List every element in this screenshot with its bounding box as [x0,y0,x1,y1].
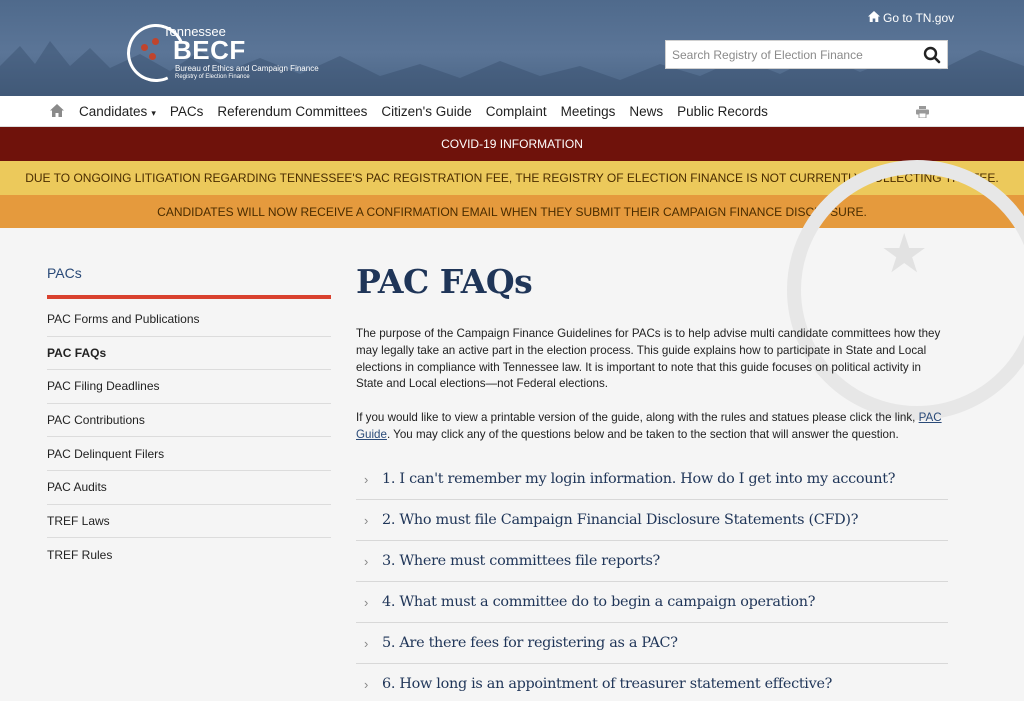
confirmation-email-banner-text: CANDIDATES WILL NOW RECEIVE A CONFIRMATION EMAIL WHEN THEY SUBMIT THEIR CAMPAIGN FINANCE DISCLOSURE. [157,204,867,219]
pac-guide-link[interactable]: PAC Guide [356,411,942,441]
faq-item-begin-campaign[interactable] [356,582,948,623]
faq-accordion [356,459,948,701]
nav-item-pacs[interactable]: PACs [169,104,204,119]
main-nav [0,96,1024,127]
sidebar-item-pac-contributions[interactable]: PAC Contributions [47,404,331,438]
go-to-tn-link[interactable] [868,11,954,25]
sidebar-item-pac-forms[interactable]: PAC Forms and Publications [47,303,331,337]
chevron-right-icon: › [364,512,369,528]
faq-question: 2. Who must file Campaign Financial Disclosure Statements (CFD)? [382,512,859,528]
nav-items [79,96,782,127]
logo-state-text: Tennessee [163,24,226,39]
sidebar-item-pac-faqs[interactable]: PAC FAQs [47,337,331,371]
sidebar-nav [47,303,331,572]
chevron-right-icon: › [364,635,369,651]
logo-subtitle: Bureau of Ethics and Campaign Finance [175,64,319,73]
sidebar-title[interactable]: PACs [47,265,82,281]
faq-question: 1. I can't remember my login information. How do I get into my account? [382,471,896,487]
nav-item-news[interactable]: News [629,104,664,119]
sidebar-item-pac-audits[interactable]: PAC Audits [47,471,331,505]
faq-item-where-file[interactable] [356,541,948,582]
guide-paragraph [356,410,950,444]
nav-home-icon[interactable] [50,104,64,118]
star-icon: ★ [880,224,929,284]
chevron-right-icon: › [364,553,369,569]
becf-logo[interactable] [127,24,327,86]
chevron-right-icon: › [364,676,369,692]
sidebar-item-tref-rules[interactable]: TREF Rules [47,547,113,562]
faq-question: 6. How long is an appointment of treasurer statement effective? [382,676,833,692]
covid-banner[interactable] [0,127,1024,161]
nav-item-meetings[interactable]: Meetings [560,104,616,119]
chevron-right-icon: › [364,471,369,487]
search-box [665,40,948,69]
sidebar-item-pac-filing-deadlines[interactable]: PAC Filing Deadlines [47,370,331,404]
sidebar-item-tref-laws[interactable]: TREF Laws [47,505,331,539]
caret-down-icon: ▾ [151,108,156,118]
logo-stars-icon [141,42,171,66]
faq-question: 3. Where must committees file reports? [382,553,660,569]
guide-text-prefix: If you would like to view a printable version of the guide, along with the rules and statues please click the link, [356,411,919,424]
chevron-right-icon: › [364,594,369,610]
logo-abbr-text: BECF [173,35,246,65]
page-title: PAC FAQs [356,262,533,301]
go-to-tn-label: Go to TN.gov [883,11,955,25]
print-icon[interactable] [916,105,929,118]
nav-item-public-records[interactable]: Public Records [677,104,768,119]
sidebar-item-pac-delinquent-filers[interactable]: PAC Delinquent Filers [47,437,331,471]
faq-item-login[interactable] [356,459,948,500]
sidebar-accent-rule [47,295,331,299]
search-icon[interactable] [923,46,941,64]
nav-item-complaint[interactable]: Complaint [485,104,547,119]
covid-banner-text: COVID-19 INFORMATION [441,137,583,151]
faq-question: 5. Are there fees for registering as a PAC? [382,635,678,651]
nav-item-candidates[interactable]: Candidates ▾ [79,104,156,119]
home-icon [868,11,880,25]
faq-question: 4. What must a committee do to begin a campaign operation? [382,594,816,610]
faq-item-fees[interactable] [356,623,948,664]
search-input[interactable] [666,41,916,68]
intro-paragraph: The purpose of the Campaign Finance Guidelines for PACs is to help advise multi candidate committees how they may legally take an active part in the election process. This guide explains how to participate in State and Local elections in compliance with Tennessee law. It is important to note that this guide focuses on political activity in State and Local elections—not Federal elections. [356,327,941,391]
faq-item-treasurer[interactable] [356,664,948,701]
logo-subtitle-2: Registry of Election Finance [175,74,250,80]
site-header [0,0,1024,96]
pac-fee-banner-text: DUE TO ONGOING LITIGATION REGARDING TENNESSEE'S PAC REGISTRATION FEE, THE REGISTRY OF ELECTION FINANCE IS NOT CURRENTLY COLLECTING THE FEE. [25,171,999,185]
faq-item-who-must-file[interactable] [356,500,948,541]
nav-item-referendum-committees[interactable]: Referendum Committees [217,104,368,119]
nav-item-citizens-guide[interactable]: Citizen's Guide [381,104,472,119]
guide-text-suffix: . You may click any of the questions below and be taken to the section that will answer the question. [386,427,899,441]
